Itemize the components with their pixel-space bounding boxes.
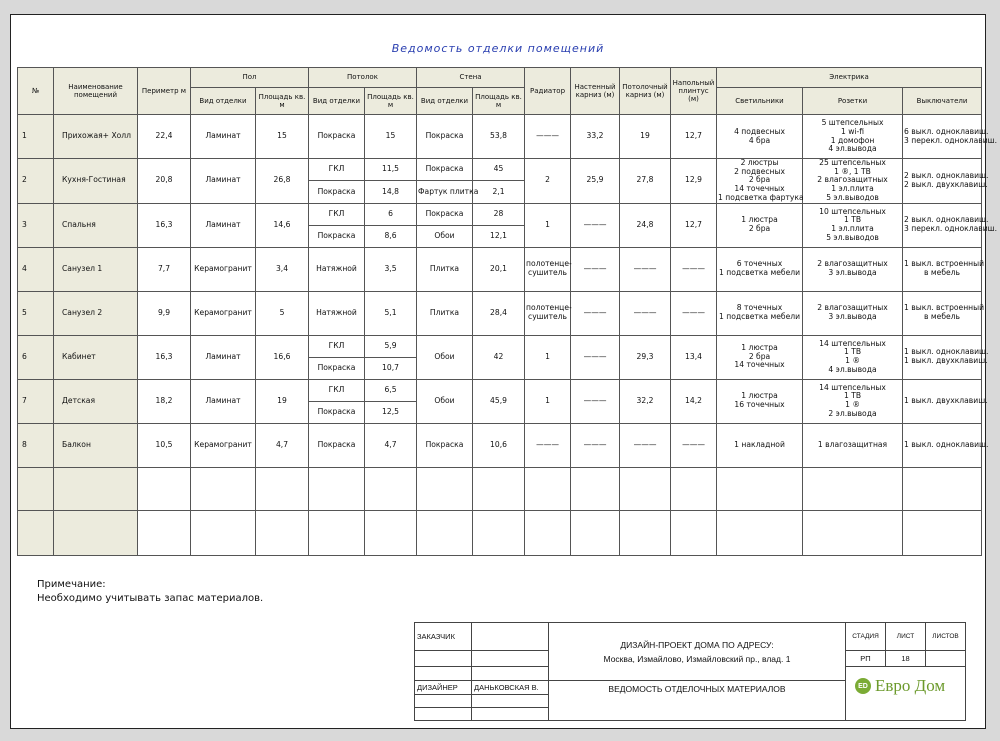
- switches: 1 выкл. одноклавиш. 1 выкл. двухклавиш.: [903, 335, 982, 379]
- logo-mark: ED: [855, 678, 871, 694]
- ceiling-area: 5,1: [365, 291, 417, 335]
- ceiling-area: 3,5: [365, 247, 417, 291]
- wall-area: 45: [473, 159, 525, 181]
- ceiling-area: 6: [365, 203, 417, 225]
- floor-area: 14,6: [256, 203, 309, 247]
- ceiling-type: Покраска: [309, 225, 365, 247]
- ceiling-type: ГКЛ: [309, 335, 365, 357]
- radiator: 1: [525, 335, 571, 379]
- designer-name: ДАНЬКОВСКАЯ В.: [472, 681, 549, 695]
- ceiling-area: 10,7: [365, 357, 417, 379]
- empty-cell: [525, 510, 571, 555]
- lights: 1 накладной: [717, 423, 803, 467]
- room-name: Санузел 2: [54, 291, 138, 335]
- ceiling-area: 8,6: [365, 225, 417, 247]
- table-row: [18, 159, 982, 181]
- lights: 8 точечных 1 подсветка мебели: [717, 291, 803, 335]
- wall-type: Плитка: [417, 247, 473, 291]
- plinth: 12,7: [671, 203, 717, 247]
- empty-cell: [256, 467, 309, 510]
- empty-cell: [54, 510, 138, 555]
- project-cell: [549, 623, 846, 681]
- designer-label: ДИЗАЙНЕР: [415, 681, 472, 695]
- floor-area: 19: [256, 379, 309, 423]
- plinth: ———: [671, 423, 717, 467]
- sockets: 10 штепсельных 1 ТВ 1 эл.плита 5 эл.выводов: [803, 203, 903, 247]
- floor-type: Ламинат: [191, 203, 256, 247]
- wall-area: 2,1: [473, 181, 525, 203]
- switches: 1 выкл. одноклавиш.: [903, 423, 982, 467]
- ceiling-type: Натяжной: [309, 291, 365, 335]
- empty-cell: [191, 467, 256, 510]
- room-perimeter: 18,2: [138, 379, 191, 423]
- plinth: 13,4: [671, 335, 717, 379]
- wall-cornice: ———: [571, 247, 620, 291]
- room-name: Балкон: [54, 423, 138, 467]
- table-row: [18, 247, 982, 291]
- note-label: Примечание:: [37, 579, 106, 590]
- header-ceiling-area: Площадь кв. м: [365, 88, 417, 115]
- lights: 1 люстра 2 бра 14 точечных: [717, 335, 803, 379]
- ceiling-cornice: ———: [620, 247, 671, 291]
- empty-cell: [18, 467, 54, 510]
- ceiling-area: 6,5: [365, 379, 417, 401]
- floor-type: Ламинат: [191, 335, 256, 379]
- wall-type: Обои: [417, 335, 473, 379]
- project-address: Москва, Измайлово, Измайловский пр., влад. 1: [603, 653, 791, 664]
- switches: 2 выкл. одноклавиш. 2 выкл. двухклавиш.: [903, 159, 982, 204]
- room-name: Санузел 1: [54, 247, 138, 291]
- plinth: ———: [671, 247, 717, 291]
- header-perimeter: Периметр м: [138, 68, 191, 115]
- ceiling-type: ГКЛ: [309, 379, 365, 401]
- empty-cell: [417, 510, 473, 555]
- room-number: 2: [18, 159, 54, 204]
- room-perimeter: 7,7: [138, 247, 191, 291]
- room-name: Кухня-Гостиная: [54, 159, 138, 204]
- header-floor: Пол: [191, 68, 309, 88]
- stage-value: РП: [846, 651, 886, 667]
- sockets: 14 штепсельных 1 ТВ 1 ® 4 эл.вывода: [803, 335, 903, 379]
- sockets: 25 штепсельных 1 ®, 1 ТВ 2 влагозащитных 1 эл.плита 5 эл.выводов: [803, 159, 903, 204]
- room-perimeter: 16,3: [138, 335, 191, 379]
- table-row: [18, 291, 982, 335]
- header-electric: Электрика: [717, 68, 982, 88]
- stamp-empty-3: [415, 667, 472, 681]
- room-number: 8: [18, 423, 54, 467]
- header-wall-type: Вид отделки: [417, 88, 473, 115]
- stamp-empty-2: [472, 651, 549, 667]
- empty-cell: [803, 467, 903, 510]
- stamp-empty-4: [472, 667, 549, 681]
- radiator: 2: [525, 159, 571, 204]
- ceiling-type: Натяжной: [309, 247, 365, 291]
- wall-type: Обои: [417, 379, 473, 423]
- floor-type: Керамогранит: [191, 423, 256, 467]
- table-row: [18, 379, 982, 401]
- wall-cornice: ———: [571, 291, 620, 335]
- sockets: 2 влагозащитных 3 эл.вывода: [803, 291, 903, 335]
- empty-cell: [365, 510, 417, 555]
- wall-area: 42: [473, 335, 525, 379]
- ceiling-cornice: ———: [620, 291, 671, 335]
- room-name: Кабинет: [54, 335, 138, 379]
- floor-type: Керамогранит: [191, 247, 256, 291]
- floor-area: 15: [256, 115, 309, 159]
- sheet-label: ЛИСТ: [886, 623, 926, 651]
- empty-cell: [620, 510, 671, 555]
- empty-row: [18, 510, 982, 555]
- header-wall-area: Площадь кв. м: [473, 88, 525, 115]
- empty-cell: [671, 467, 717, 510]
- empty-cell: [18, 510, 54, 555]
- room-number: 6: [18, 335, 54, 379]
- wall-type: Фартук плитка: [417, 181, 473, 203]
- empty-cell: [191, 510, 256, 555]
- empty-cell: [717, 510, 803, 555]
- plinth: 12,7: [671, 115, 717, 159]
- floor-type: Ламинат: [191, 379, 256, 423]
- ceiling-area: 14,8: [365, 181, 417, 203]
- plinth: ———: [671, 291, 717, 335]
- switches: 1 выкл. встроенный в мебель: [903, 291, 982, 335]
- wall-cornice: ———: [571, 379, 620, 423]
- stage-label: СТАДИЯ: [846, 623, 886, 651]
- ceiling-type: Покраска: [309, 401, 365, 423]
- wall-area: 28: [473, 203, 525, 225]
- radiator: 1: [525, 379, 571, 423]
- empty-cell: [620, 467, 671, 510]
- sockets: 14 штепсельных 1 ТВ 1 ® 2 эл.вывода: [803, 379, 903, 423]
- wall-type: Покраска: [417, 203, 473, 225]
- sheet-value: 18: [886, 651, 926, 667]
- header-sockets: Розетки: [803, 88, 903, 115]
- sockets: 1 влагозащитная: [803, 423, 903, 467]
- title-block: [414, 622, 966, 721]
- wall-area: 53,8: [473, 115, 525, 159]
- header-wall: Стена: [417, 68, 525, 88]
- empty-cell: [903, 467, 982, 510]
- page-title: Ведомость отделки помещений: [391, 42, 605, 55]
- room-number: 5: [18, 291, 54, 335]
- ceiling-area: 12,5: [365, 401, 417, 423]
- room-number: 3: [18, 203, 54, 247]
- room-name: Спальня: [54, 203, 138, 247]
- radiator: ———: [525, 115, 571, 159]
- ceiling-area: 5,9: [365, 335, 417, 357]
- ceiling-type: Покраска: [309, 181, 365, 203]
- switches: 1 выкл. двухклавиш.: [903, 379, 982, 423]
- sheets-label: ЛИСТОВ: [926, 623, 966, 651]
- floor-area: 5: [256, 291, 309, 335]
- room-name: Прихожая+ Холл: [54, 115, 138, 159]
- floor-area: 16,6: [256, 335, 309, 379]
- room-number: 7: [18, 379, 54, 423]
- wall-cornice: 25,9: [571, 159, 620, 204]
- ceiling-cornice: 29,3: [620, 335, 671, 379]
- header-ceiling: Потолок: [309, 68, 417, 88]
- room-number: 1: [18, 115, 54, 159]
- wall-area: 12,1: [473, 225, 525, 247]
- room-perimeter: 9,9: [138, 291, 191, 335]
- empty-cell: [571, 467, 620, 510]
- empty-cell: [256, 510, 309, 555]
- empty-row: [18, 467, 982, 510]
- header-ceiling-cornice: Потолочный карниз (м): [620, 68, 671, 115]
- switches: 2 выкл. одноклавиш. 3 перекл. одноклавиш.: [903, 203, 982, 247]
- stamp-empty-1: [415, 651, 472, 667]
- wall-cornice: ———: [571, 335, 620, 379]
- sockets: 5 штепсельных 1 wi-fi 1 домофон 4 эл.вывода: [803, 115, 903, 159]
- customer-value: [472, 623, 549, 651]
- floor-area: 4,7: [256, 423, 309, 467]
- table-row: [18, 335, 982, 357]
- room-name: Детская: [54, 379, 138, 423]
- empty-cell: [54, 467, 138, 510]
- header-floor-area: Площадь кв. м: [256, 88, 309, 115]
- empty-cell: [309, 467, 365, 510]
- logo-text: Евро Дом: [875, 676, 946, 695]
- header-no: №: [18, 68, 54, 115]
- lights: 4 подвесных 4 бра: [717, 115, 803, 159]
- switches: 1 выкл. встроенный в мебель: [903, 247, 982, 291]
- switches: 6 выкл. одноклавиш. 3 перекл. одноклавиш.: [903, 115, 982, 159]
- empty-cell: [365, 467, 417, 510]
- wall-cornice: ———: [571, 203, 620, 247]
- ceiling-cornice: 19: [620, 115, 671, 159]
- header-wall-cornice: Настенный карниз (м): [571, 68, 620, 115]
- wall-type: Плитка: [417, 291, 473, 335]
- lights: 1 люстра 16 точечных: [717, 379, 803, 423]
- company-logo: [855, 676, 945, 696]
- wall-type: Покраска: [417, 159, 473, 181]
- table-row: [18, 423, 982, 467]
- header-floor-type: Вид отделки: [191, 88, 256, 115]
- floor-area: 26,8: [256, 159, 309, 204]
- header-room-name: Наименование помещений: [54, 68, 138, 115]
- empty-cell: [138, 467, 191, 510]
- stamp-empty-6: [472, 695, 549, 708]
- ceiling-cornice: 24,8: [620, 203, 671, 247]
- stamp-empty-7: [415, 708, 472, 721]
- ceiling-area: 11,5: [365, 159, 417, 181]
- header-lights: Светильники: [717, 88, 803, 115]
- room-perimeter: 22,4: [138, 115, 191, 159]
- stamp-empty-8: [472, 708, 549, 721]
- lights: 6 точечных 1 подсветка мебели: [717, 247, 803, 291]
- empty-cell: [903, 510, 982, 555]
- note: [37, 578, 263, 606]
- lights: 1 люстра 2 бра: [717, 203, 803, 247]
- plinth: 12,9: [671, 159, 717, 204]
- empty-cell: [309, 510, 365, 555]
- header-switches: Выключатели: [903, 88, 982, 115]
- floor-area: 3,4: [256, 247, 309, 291]
- empty-cell: [473, 510, 525, 555]
- header-ceiling-type: Вид отделки: [309, 88, 365, 115]
- header-plinth: Напольный плинтус (м): [671, 68, 717, 115]
- wall-cornice: 33,2: [571, 115, 620, 159]
- empty-cell: [671, 510, 717, 555]
- table-row: [18, 115, 982, 159]
- radiator: полотенце- сушитель: [525, 247, 571, 291]
- wall-type: Покраска: [417, 115, 473, 159]
- ceiling-area: 4,7: [365, 423, 417, 467]
- ceiling-cornice: 32,2: [620, 379, 671, 423]
- room-number: 4: [18, 247, 54, 291]
- room-perimeter: 10,5: [138, 423, 191, 467]
- room-perimeter: 20,8: [138, 159, 191, 204]
- ceiling-type: Покраска: [309, 423, 365, 467]
- empty-cell: [571, 510, 620, 555]
- plinth: 14,2: [671, 379, 717, 423]
- header-radiator: Радиатор: [525, 68, 571, 115]
- ceiling-area: 15: [365, 115, 417, 159]
- ceiling-cornice: 27,8: [620, 159, 671, 204]
- sheet-title: ВЕДОМОСТЬ ОТДЕЛОЧНЫХ МАТЕРИАЛОВ: [549, 681, 846, 721]
- finishing-table: [17, 67, 998, 556]
- ceiling-cornice: ———: [620, 423, 671, 467]
- empty-cell: [525, 467, 571, 510]
- radiator: полотенце- сушитель: [525, 291, 571, 335]
- room-perimeter: 16,3: [138, 203, 191, 247]
- customer-label: ЗАКАЗЧИК: [415, 623, 472, 651]
- project-title: ДИЗАЙН-ПРОЕКТ ДОМА ПО АДРЕСУ:: [620, 639, 774, 650]
- ceiling-type: Покраска: [309, 357, 365, 379]
- wall-area: 28,4: [473, 291, 525, 335]
- table-row: [18, 203, 982, 225]
- floor-type: Керамогранит: [191, 291, 256, 335]
- sheets-value: [926, 651, 966, 667]
- ceiling-type: Покраска: [309, 115, 365, 159]
- floor-type: Ламинат: [191, 115, 256, 159]
- wall-type: Обои: [417, 225, 473, 247]
- ceiling-type: ГКЛ: [309, 159, 365, 181]
- floor-type: Ламинат: [191, 159, 256, 204]
- note-text: Необходимо учитывать запас материалов.: [37, 593, 264, 604]
- wall-area: 45,9: [473, 379, 525, 423]
- empty-cell: [803, 510, 903, 555]
- radiator: 1: [525, 203, 571, 247]
- sockets: 2 влагозащитных 3 эл.вывода: [803, 247, 903, 291]
- empty-cell: [417, 467, 473, 510]
- stamp-empty-5: [415, 695, 472, 708]
- ceiling-type: ГКЛ: [309, 203, 365, 225]
- wall-type: Покраска: [417, 423, 473, 467]
- empty-cell: [473, 467, 525, 510]
- empty-cell: [138, 510, 191, 555]
- wall-area: 20,1: [473, 247, 525, 291]
- empty-cell: [717, 467, 803, 510]
- wall-cornice: ———: [571, 423, 620, 467]
- lights: 2 люстры 2 подвесных 2 бра 14 точечных 1 подсветка фартука: [718, 158, 804, 202]
- radiator: ———: [525, 423, 571, 467]
- wall-area: 10,6: [473, 423, 525, 467]
